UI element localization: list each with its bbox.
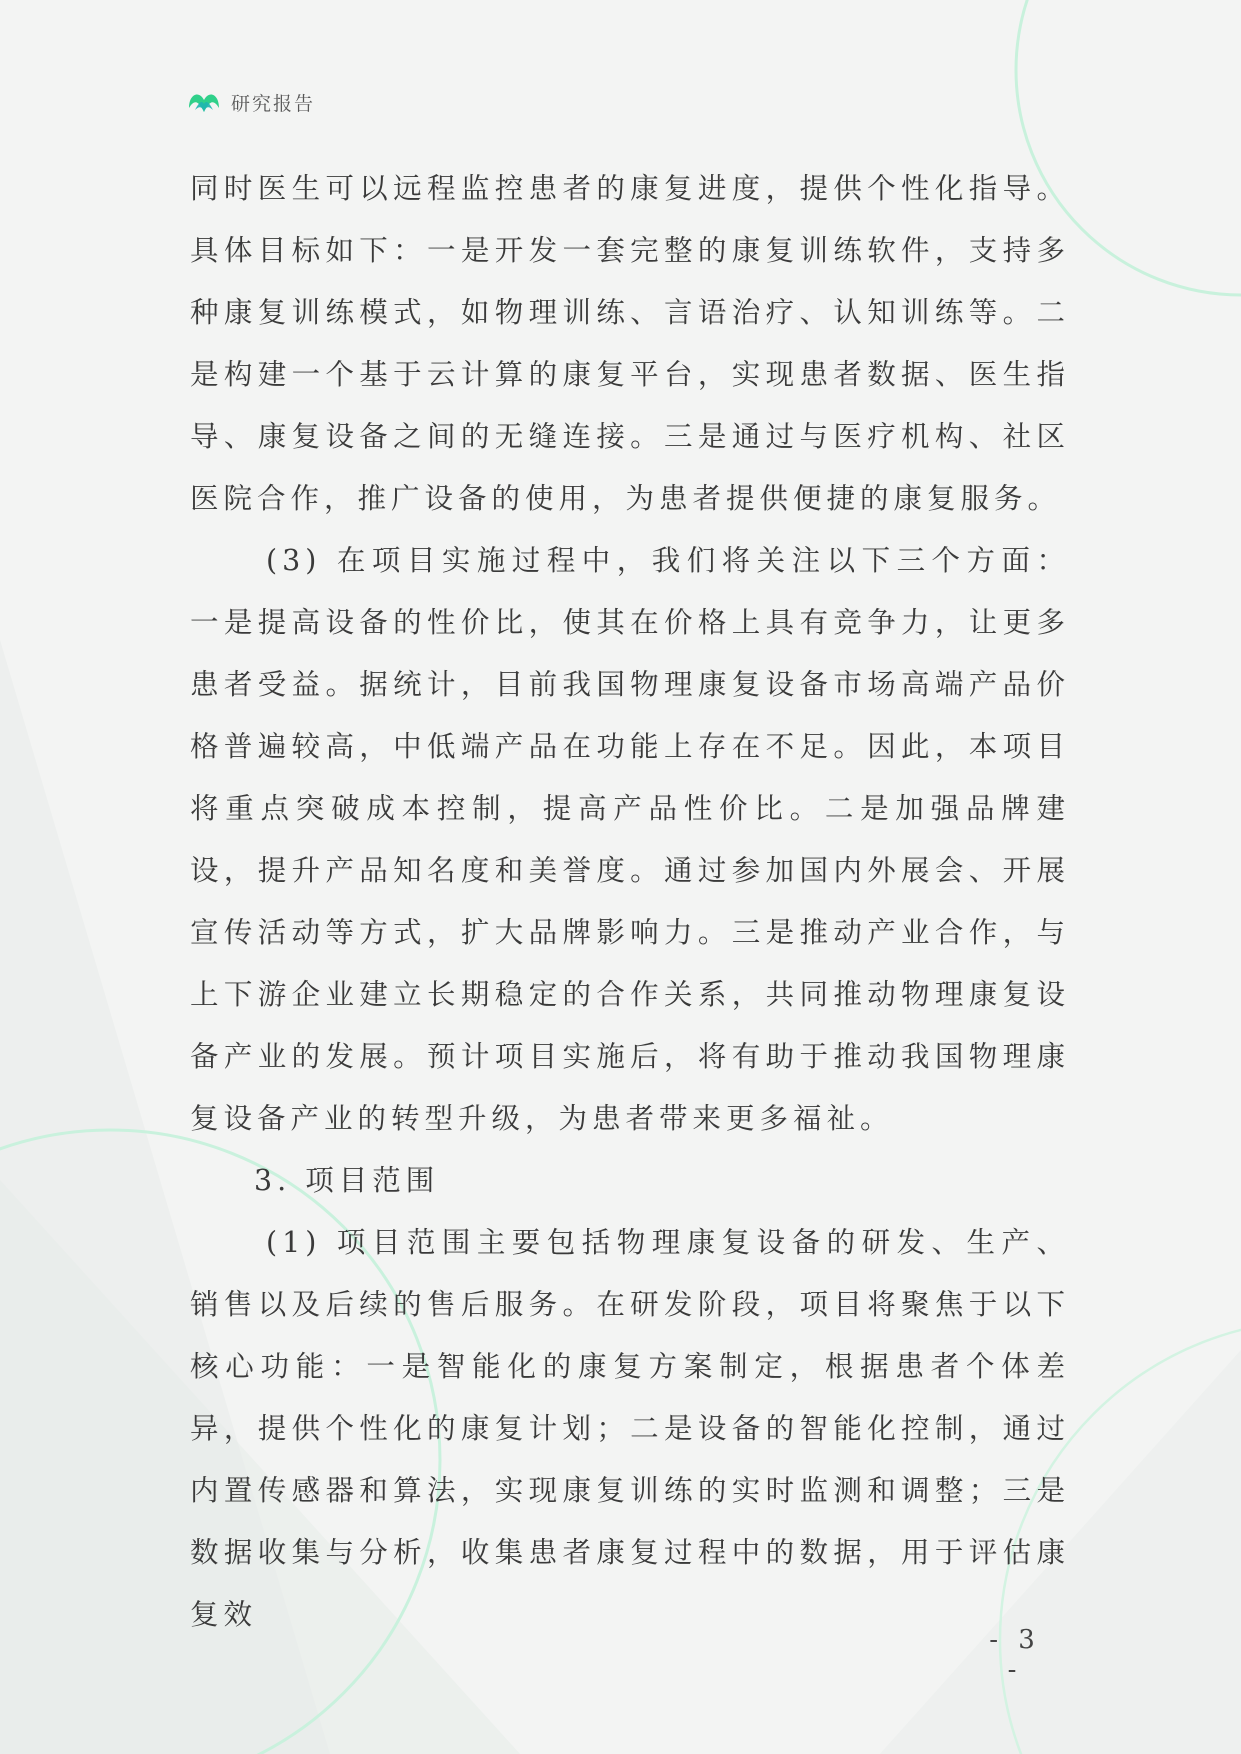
body-paragraph-2: (3) 在项目实施过程中，我们将关注以下三个方面：一是提高设备的性价比，使其在价格上具有竞争力，让更多患者受益。据统计，目前我国物理康复设备市场高端产品价格普遍较高，中低端产品在功能上存在不足。因此，本项目将重点突破成本控制，提高产品性价比。二是加强品牌建设，提升产品知名度和美誉度。通过参加国内外展会、开展宣传活动等方式，扩大品牌影响力。三是推动产业合作，与上下游企业建立长期稳定的合作关系，共同推动物理康复设备产业的发展。预计项目实施后，将有助于推动我国物理康复设备产业的转型升级，为患者带来更多福祉。 bbox=[190, 544, 1070, 1135]
header-title: 研究报告 bbox=[231, 92, 316, 115]
body-paragraph-1: 同时医生可以远程监控患者的康复进度，提供个性化指导。具体目标如下：一是开发一套完整的康复训练软件，支持多种康复训练模式，如物理训练、言语治疗、认知训练等。二是构建一个基于云计算的康复平台，实现患者数据、医生指导、康复设备之间的无缝连接。三是通过与医疗机构、社区医院合作，推广设备的使用，为患者提供便捷的康复服务。 bbox=[190, 172, 1070, 515]
page-number: - 3 - bbox=[989, 1625, 1041, 1685]
document-body bbox=[190, 158, 1070, 1646]
report-header bbox=[187, 88, 315, 116]
brand-logo-icon bbox=[187, 88, 221, 116]
section-heading: 3. 项目范围 bbox=[254, 1164, 440, 1197]
section-paragraph-1: (1) 项目范围主要包括物理康复设备的研发、生产、销售以及后续的售后服务。在研发阶段，项目将聚焦于以下核心功能：一是智能化的康复方案制定，根据患者个体差异，提供个性化的康复计划；二是设备的智能化控制，通过内置传感器和算法，实现康复训练的实时监测和调整；三是数据收集与分析，收集患者康复过程中的数据，用于评估康复效 bbox=[190, 1226, 1070, 1631]
